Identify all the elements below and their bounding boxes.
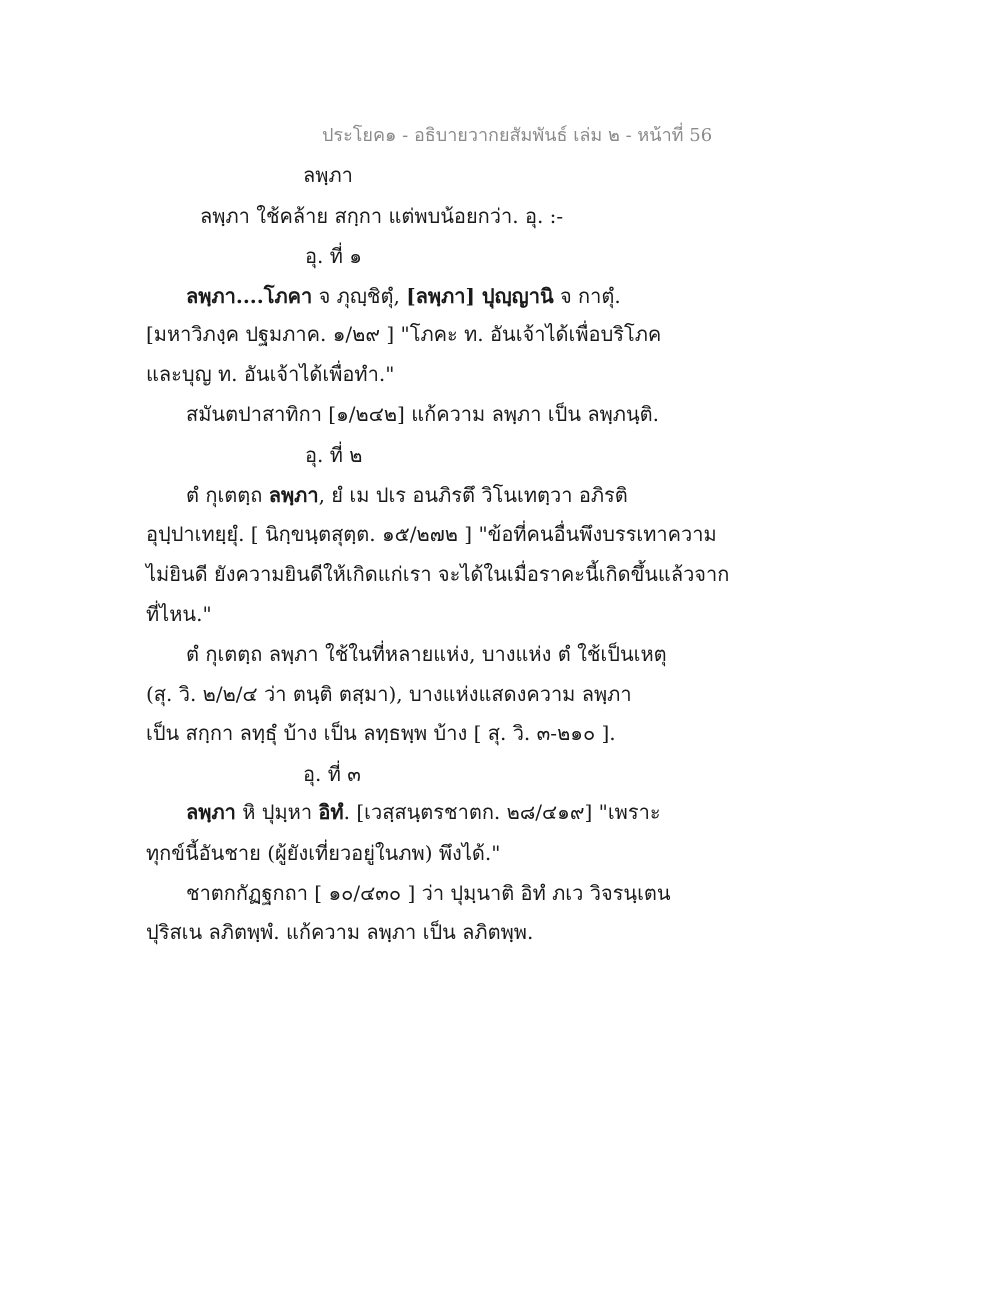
text-span: , ยํ เม ปเร อนภิรตึ วิโนเทตฺวา อภิรติ [318, 483, 628, 507]
bold-term: อิทํ [318, 800, 344, 824]
bold-term: ลพฺภา [186, 800, 236, 824]
example-3-line-1 [186, 800, 661, 824]
example-3-line-2: ทุกข์นี้อันชาย (ผู้ยังเที่ยวอยู่ในภพ) พึงได้." [146, 841, 501, 865]
example-2-line-7: เป็น สกฺกา ลทฺธุํ บ้าง เป็น ลทฺธพฺพ บ้าง [ สุ. วิ. ๓-๒๑๐ ]. [146, 721, 616, 745]
example-2-line-4: ที่ไหน." [146, 602, 212, 626]
example-2-line-2: อุปฺปาเทยฺยุํ. [ นิกฺขนฺตสุตฺต. ๑๕/๒๗๒ ] "ข้อที่คนอื่นพึงบรรเทาความ [146, 522, 717, 546]
bold-term: ลพฺภา....โภคา [186, 284, 313, 308]
text-span: หิ ปุมฺหา [235, 800, 319, 824]
intro-line: ลพฺภา ใช้คล้าย สกฺกา แต่พบน้อยกว่า. อุ. :- [200, 204, 564, 228]
text-span: ตํ กุเตตฺถ [186, 483, 269, 507]
section-heading: ลพฺภา [303, 163, 353, 187]
example-1-label: อุ. ที่ ๑ [305, 244, 362, 268]
example-1-line-2: [มหาวิภงฺค ปฐมภาค. ๑/๒๙ ] "โภคะ ท. อันเจ้าได้เพื่อบริโภค [146, 322, 662, 346]
bold-term: [ลพฺภา] ปุญฺญานิ [406, 284, 554, 308]
example-1-line-3: และบุญ ท. อันเจ้าได้เพื่อทำ." [146, 362, 395, 386]
text-span: . [เวสฺสนฺตรชาตก. ๒๘/๔๑๙] "เพราะ [343, 800, 661, 824]
example-3-line-3: ชาตกกัฏฐกถา [ ๑๐/๔๓๐ ] ว่า ปุมฺนาติ อิทํ ภเว วิจรนฺเตน [186, 881, 671, 905]
text-span: จ กาตุํ. [553, 284, 621, 308]
example-1-line-4: สมันตปาสาทิกา [๑/๒๔๒] แก้ความ ลพฺภา เป็น ลพฺภนฺติ. [186, 402, 659, 426]
example-2-line-6: (สุ. วิ. ๒/๒/๔ ว่า ตนฺติ ตสฺมา), บางแห่งแสดงความ ลพฺภา [146, 682, 632, 706]
example-3-label: อุ. ที่ ๓ [303, 762, 361, 786]
example-1-line-1 [186, 284, 621, 308]
example-2-line-1 [186, 483, 628, 507]
page-header: ประโยค๑ - อธิบายวากยสัมพันธ์ เล่ม ๒ - หน้าที่ 56 [322, 125, 713, 146]
example-2-line-5: ตํ กุเตตฺถ ลพฺภา ใช้ในที่หลายแห่ง, บางแห่ง ตํ ใช้เป็นเหตุ [186, 642, 667, 666]
example-2-line-3: ไม่ยินดี ยังความยินดีให้เกิดแก่เรา จะได้ในเมื่อราคะนี้เกิดขึ้นแล้วจาก [146, 562, 730, 586]
bold-term: ลพฺภา [268, 483, 319, 507]
example-2-label: อุ. ที่ ๒ [305, 443, 363, 467]
example-3-line-4: ปุริสเน ลภิตพฺพํ. แก้ความ ลพฺภา เป็น ลภิตพฺพ. [146, 920, 534, 944]
text-span: จ ภุญฺชิตุํ, [312, 284, 407, 308]
